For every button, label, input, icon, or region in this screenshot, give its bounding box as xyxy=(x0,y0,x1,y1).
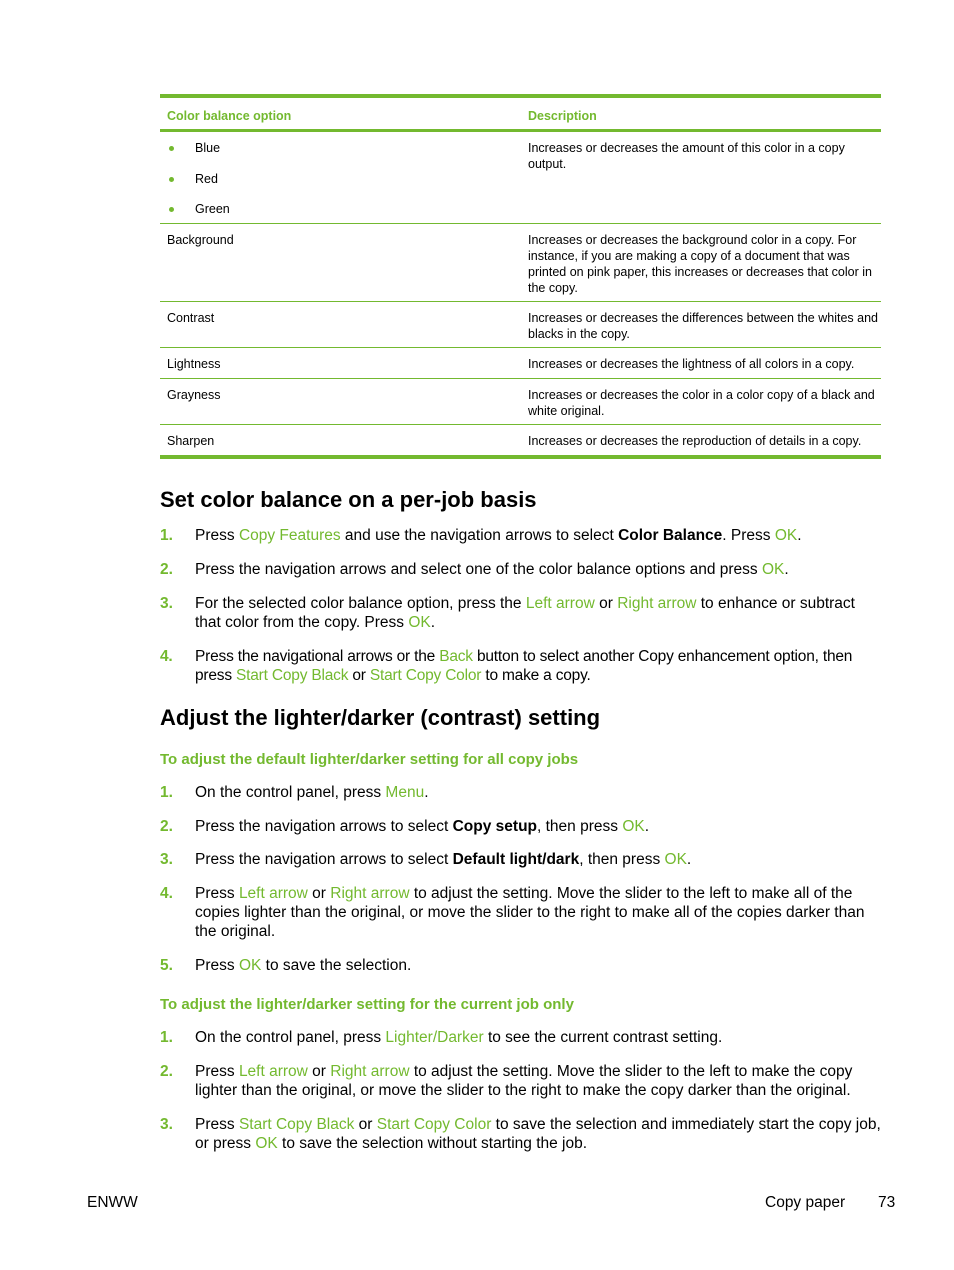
step-number: 2. xyxy=(160,1063,173,1080)
page-number: 73 xyxy=(878,1194,896,1211)
step-item xyxy=(160,647,882,685)
step-text: Press the navigation arrows to select Default light/dark, then press OK. xyxy=(195,851,692,868)
table-row xyxy=(160,302,881,348)
step-item xyxy=(160,1028,882,1047)
step-item xyxy=(160,526,882,545)
step-text: Press the navigational arrows or the Back button to select another Copy enhancement option, then press Start Copy Black or Start Copy Color to make a copy. xyxy=(195,648,853,684)
menu-button-ref: Menu xyxy=(385,784,425,801)
right-arrow-button-ref: Right arrow xyxy=(330,1063,410,1080)
row-description: Increases or decreases the color in a color copy of a black and white original. xyxy=(528,388,875,418)
step-number: 3. xyxy=(160,1116,173,1133)
step-text: Press Copy Features and use the navigation arrows to select Color Balance. Press OK. xyxy=(195,527,802,544)
start-copy-black-button-ref: Start Copy Black xyxy=(236,667,349,684)
section-heading-color-balance: Set color balance on a per-job basis xyxy=(160,487,537,512)
row-description: Increases or decreases the lightness of all colors in a copy. xyxy=(528,357,855,371)
header-option: Color balance option xyxy=(167,109,292,123)
step-item xyxy=(160,956,882,975)
color-balance-table xyxy=(160,94,881,459)
step-number: 1. xyxy=(160,784,173,801)
step-number: 1. xyxy=(160,527,173,544)
right-arrow-button-ref: Right arrow xyxy=(617,595,697,612)
ok-button-ref: OK xyxy=(761,561,785,578)
row-option: Lightness xyxy=(167,357,221,371)
table-row xyxy=(160,348,881,379)
step-number: 1. xyxy=(160,1029,173,1046)
subheading-default-setting: To adjust the default lighter/darker setting for all copy jobs xyxy=(160,751,579,768)
table-header xyxy=(160,98,881,129)
footer-section-title: Copy paper xyxy=(765,1194,846,1211)
row-option: Contrast xyxy=(167,311,215,325)
step-item xyxy=(160,560,882,579)
step-number: 4. xyxy=(160,648,173,665)
back-button-ref: Back xyxy=(439,648,473,665)
list-item: Red xyxy=(167,171,230,202)
copy-features-button-ref: Copy Features xyxy=(238,527,341,544)
step-item xyxy=(160,783,882,802)
lighter-darker-button-ref: Lighter/Darker xyxy=(385,1029,484,1046)
color-bullet-list xyxy=(167,140,230,232)
start-copy-color-button-ref: Start Copy Color xyxy=(369,667,482,684)
footer-left-label: ENWW xyxy=(87,1194,138,1211)
step-item xyxy=(160,594,882,632)
row-description: Increases or decreases the reproduction of details in a copy. xyxy=(528,434,862,448)
step-number: 4. xyxy=(160,885,173,902)
ok-button-ref: OK xyxy=(664,851,687,868)
step-text: Press OK to save the selection. xyxy=(195,957,412,974)
row-option: Sharpen xyxy=(167,434,215,448)
ok-button-ref: OK xyxy=(238,957,262,974)
start-copy-black-button-ref: Start Copy Black xyxy=(238,1116,355,1133)
step-item xyxy=(160,817,882,836)
ok-button-ref: OK xyxy=(622,818,645,835)
step-number: 5. xyxy=(160,957,173,974)
step-number: 2. xyxy=(160,818,173,835)
table-row xyxy=(160,425,881,455)
step-text: Press the navigation arrows to select Copy setup, then press OK. xyxy=(195,818,650,835)
step-item xyxy=(160,884,882,941)
row-description: Increases or decreases the amount of this color in a copy output. xyxy=(528,141,845,171)
step-number: 2. xyxy=(160,561,173,578)
row-option: Background xyxy=(167,233,234,247)
ok-button-ref: OK xyxy=(774,527,798,544)
subheading-current-job: To adjust the lighter/darker setting for the current job only xyxy=(160,996,574,1013)
step-text: Press the navigation arrows and select one of the color balance options and press OK. xyxy=(195,561,789,578)
step-item xyxy=(160,850,882,869)
row-option: Grayness xyxy=(167,388,221,402)
step-item xyxy=(160,1115,882,1153)
step-number: 3. xyxy=(160,595,173,612)
header-description: Description xyxy=(528,109,597,123)
left-arrow-button-ref: Left arrow xyxy=(238,1063,308,1080)
table-row xyxy=(160,379,881,425)
step-text: For the selected color balance option, press the Left arrow or Right arrow to enhance or subtract that color from the copy. Press OK. xyxy=(195,595,855,631)
row-description: Increases or decreases the background color in a copy. For instance, if you are making a copy of a document that was printed on pink paper, this increases or decreases that color in the copy. xyxy=(528,233,872,295)
step-text: Press Start Copy Black or Start Copy Color to save the selection and immediately start the copy job, or press OK to save the selection without starting the job. xyxy=(195,1116,881,1152)
ok-button-ref: OK xyxy=(408,614,431,631)
table-bottom-rule xyxy=(160,455,881,459)
list-item: Green xyxy=(167,201,230,232)
left-arrow-button-ref: Left arrow xyxy=(238,885,308,902)
step-number: 3. xyxy=(160,851,173,868)
table-row xyxy=(160,224,881,302)
step-text: On the control panel, press Lighter/Darker to see the current contrast setting. xyxy=(195,1029,723,1046)
table-row xyxy=(160,132,881,224)
right-arrow-button-ref: Right arrow xyxy=(330,885,410,902)
step-text: Press Left arrow or Right arrow to adjust the setting. Move the slider to the left to make the copy lighter than the original, or move the slider to the right to make the copy darker than the original. xyxy=(195,1063,853,1099)
row-description: Increases or decreases the differences between the whites and blacks in the copy. xyxy=(528,311,878,341)
ok-button-ref: OK xyxy=(255,1135,278,1152)
list-item: Blue xyxy=(167,140,230,171)
left-arrow-button-ref: Left arrow xyxy=(525,595,595,612)
step-text: On the control panel, press Menu. xyxy=(195,784,429,801)
section-heading-contrast: Adjust the lighter/darker (contrast) setting xyxy=(160,705,601,730)
step-text: Press Left arrow or Right arrow to adjust the setting. Move the slider to the left to make all of the copies lighter than the original, or move the slider to the right to make all of the copies darker than the original. xyxy=(195,885,865,940)
start-copy-color-button-ref: Start Copy Color xyxy=(376,1116,492,1133)
step-item xyxy=(160,1062,882,1100)
